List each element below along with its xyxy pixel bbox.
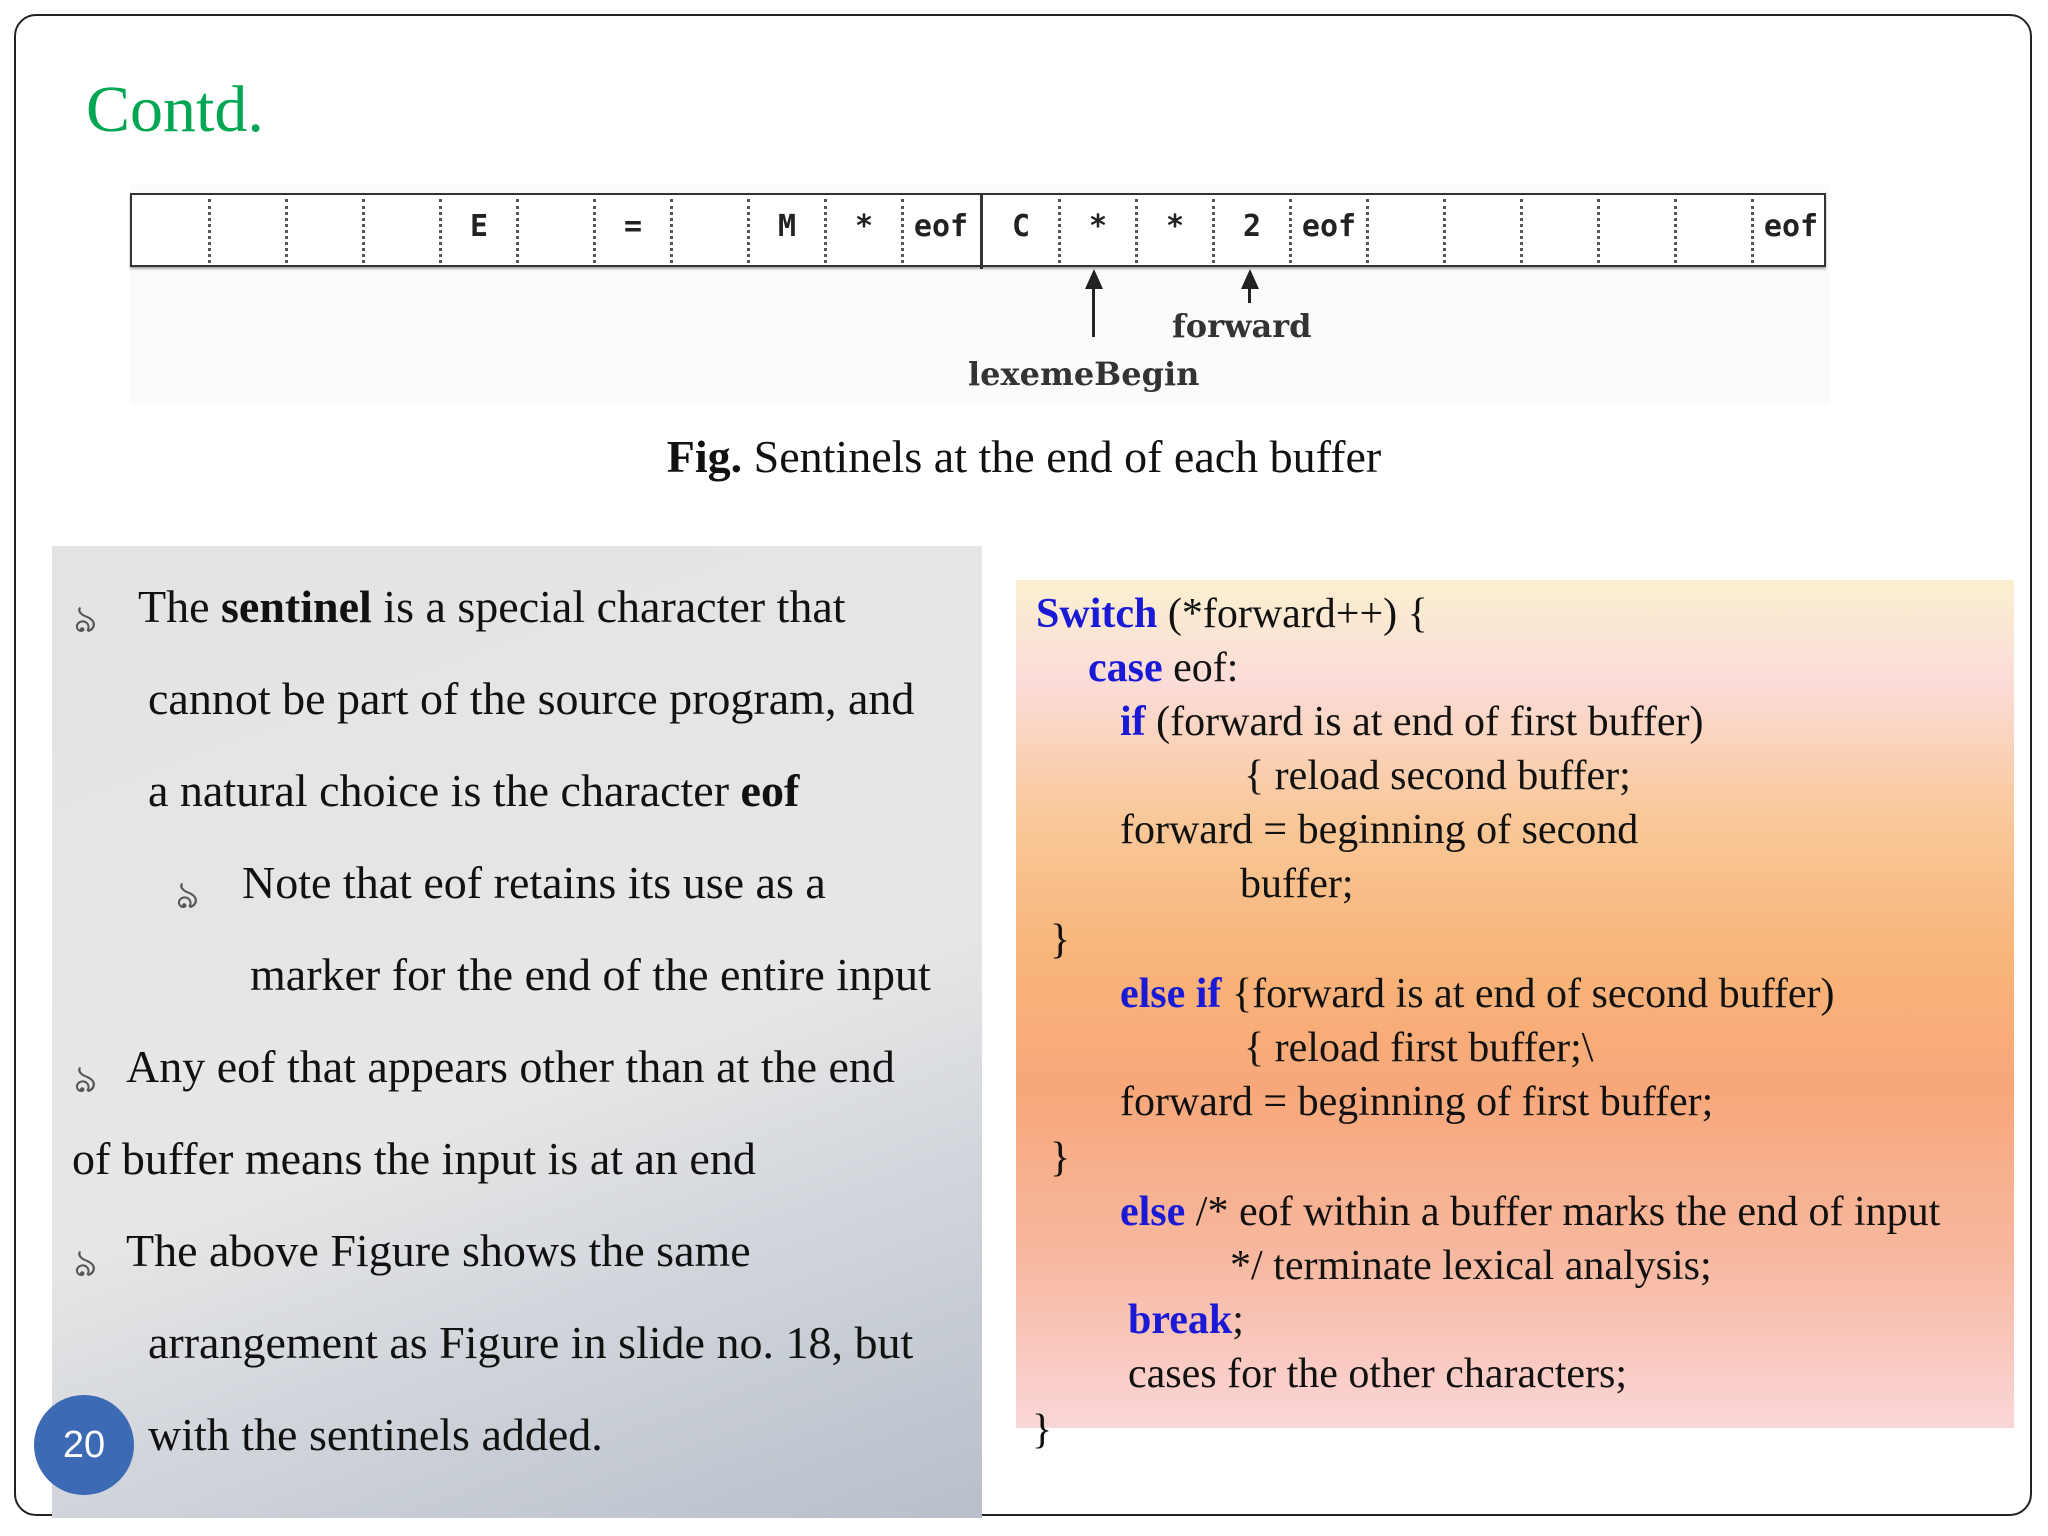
code-line-13: */ terminate lexical analysis; — [1230, 1243, 1712, 1289]
text-line-3: a natural choice is the character eof — [148, 765, 800, 816]
text-line-8: The above Figure shows the same — [126, 1225, 751, 1276]
buffer-cell-separator — [1212, 199, 1215, 263]
buffer-cell-b1-4: E — [469, 209, 489, 244]
buffer-cell-b2-3: 2 — [1242, 209, 1262, 244]
code-line-3: if (forward is at end of first buffer) — [1120, 699, 1704, 745]
buffer-cell-separator — [1289, 199, 1292, 263]
text-line-7: of buffer means the input is at an end — [72, 1133, 756, 1184]
code-line-14: break; — [1128, 1297, 1244, 1343]
code-panel — [1016, 580, 2014, 1453]
code-line-15: cases for the other characters; — [1128, 1351, 1628, 1397]
caption-text: Sentinels at the end of each buffer — [742, 431, 1382, 482]
code-line-12: else /* eof within a buffer marks the end of input — [1120, 1189, 1941, 1235]
buffer-cell-b1-10: eof — [913, 209, 969, 244]
buffer-cell-separator — [1751, 199, 1754, 263]
code-line-16: } — [1032, 1407, 1053, 1453]
code-line-10: forward = beginning of first buffer; — [1120, 1079, 1714, 1125]
buffer-cell-separator — [1674, 199, 1677, 263]
code-line-2: case eof: — [1088, 645, 1239, 691]
forward-arrow-line — [1248, 285, 1251, 303]
buffer-cell-separator — [1058, 199, 1061, 263]
slide-title: Contd. — [86, 73, 264, 146]
page-number-badge: 20 — [34, 1395, 134, 1495]
buffer-cell-separator — [439, 199, 442, 263]
buffer-cell-separator — [593, 199, 596, 263]
buffer-cell-separator — [1443, 199, 1446, 263]
buffer-cell-separator — [824, 199, 827, 263]
bird-bullet-icon: ঌ — [74, 597, 97, 641]
text-panel — [52, 546, 982, 1518]
buffer-cell-separator — [1597, 199, 1600, 263]
buffer-cell-separator — [1366, 199, 1369, 263]
text-line-9: arrangement as Figure in slide no. 18, but — [148, 1317, 914, 1368]
text-line-2: cannot be part of the source program, and — [148, 673, 915, 724]
buffer-cell-separator — [901, 199, 904, 263]
text-line-1: The sentinel is a special character that — [138, 581, 846, 632]
text-line-10: with the sentinels added. — [148, 1409, 603, 1460]
buffer-cell-b2-1: * — [1088, 209, 1108, 244]
buffer-strip — [130, 193, 1826, 267]
bird-bullet-icon: ঌ — [74, 1057, 97, 1101]
buffer-cell-b2-0: C — [1011, 209, 1031, 244]
code-line-6: buffer; — [1240, 861, 1354, 907]
buffer-cell-separator — [1520, 199, 1523, 263]
forward-label: forward — [1172, 307, 1312, 345]
text-line-5: marker for the end of the entire input — [250, 949, 931, 1000]
text-line-6: Any eof that appears other than at the end — [126, 1041, 895, 1092]
buffer-cell-b2-2: * — [1165, 209, 1185, 244]
buffer-cell-b2-4: eof — [1301, 209, 1357, 244]
buffer-divider — [980, 195, 983, 269]
code-line-5: forward = beginning of second — [1120, 807, 1639, 853]
bird-bullet-icon: ঌ — [176, 873, 199, 917]
bird-bullet-icon: ঌ — [74, 1241, 97, 1285]
buffer-cell-separator — [670, 199, 673, 263]
text-line-4: Note that eof retains its use as a — [242, 857, 826, 908]
buffer-cell-b1-6: = — [623, 209, 643, 244]
code-line-4: { reload second buffer; — [1244, 753, 1631, 799]
caption-bold: Fig. — [666, 431, 743, 482]
buffer-cell-separator — [1135, 199, 1138, 263]
buffer-cell-b1-9: * — [854, 209, 874, 244]
lexeme-arrow-line — [1092, 285, 1095, 337]
figure-caption — [0, 430, 2048, 483]
buffer-cell-b2-10: eof — [1763, 209, 1819, 244]
code-line-8: else if {forward is at end of second buffer) — [1120, 971, 1835, 1017]
buffer-cell-separator — [208, 199, 211, 263]
lexeme-begin-label: lexemeBegin — [968, 355, 1200, 393]
buffer-cell-separator — [362, 199, 365, 263]
code-line-11: } — [1050, 1135, 1071, 1181]
buffer-cell-separator — [516, 199, 519, 263]
code-line-7: } — [1050, 917, 1071, 963]
code-line-9: { reload first buffer;\ — [1244, 1025, 1594, 1071]
buffer-cell-b1-8: M — [777, 209, 797, 244]
code-line-1: Switch (*forward++) { — [1036, 591, 1428, 637]
buffer-figure — [130, 185, 1830, 405]
buffer-cell-separator — [285, 199, 288, 263]
buffer-cell-separator — [747, 199, 750, 263]
